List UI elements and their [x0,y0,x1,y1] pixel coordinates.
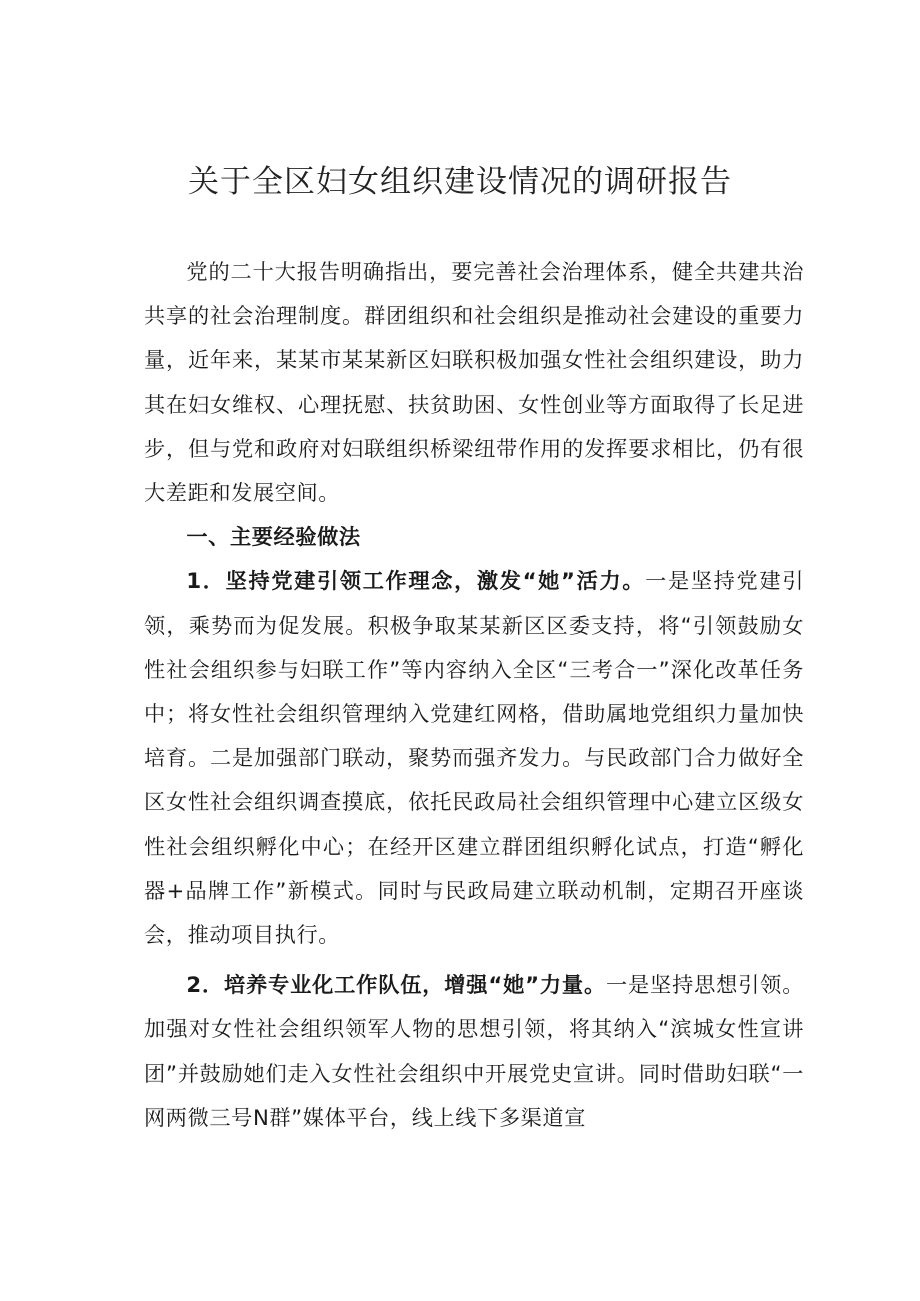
section-heading-main-experience: 一、主要经验做法 [186,524,361,550]
item-1-text: 一是坚持党建引领，乘势而为促发展。积极争取某某新区区委支持，将“引领鼓励女性社会组织参与妇联工作”等内容纳入全区“三考合一”深化改革任务中；将女性社会组织管理纳入党建红网格，借助属地党组织力量加快培育。二是加强部门联动，聚势而强齐发力。与民政部门合力做好全区女性社会组织调查摸底，依托民政局社会组织管理中心建立区级女性社会组织孵化中心；在经开区建立群团组织孵化试点，打造“孵化器+品牌工作”新模式。同时与民政局建立联动机制，定期召开座谈会，推动项目执行。 [144,568,804,948]
document-title: 关于全区妇女组织建设情况的调研报告 [188,164,732,200]
item-2-lead: 2．培养专业化工作队伍，增强“她”力量。 [186,972,606,998]
intro-paragraph: 党的二十大报告明确指出，要完善社会治理体系，健全共建共治共享的社会治理制度。群团组织和社会组织是推动社会建设的重要力量，近年来，某某市某某新区妇联积极加强女性社会组织建设，助力其在妇女维权、心理抚慰、扶贫助困、女性创业等方面取得了长足进步，但与党和政府对妇联组织桥梁纽带作用的发挥要求相比，仍有很大差距和发展空间。 [144,259,804,506]
item-1-paragraph [144,559,804,957]
item-2-paragraph [144,963,804,1140]
document-body [144,250,804,1140]
item-1-lead: 1．坚持党建引领工作理念，激发“她”活力。 [186,568,646,594]
item-2-text: 一是坚持思想引领。加强对女性社会组织领军人物的思想引领，将其纳入“滨城女性宣讲团”并鼓励她们走入女性社会组织中开展党史宣讲。同时借助妇联“一网两微三号N群”媒体平台，线上线下多渠道宣 [144,972,804,1130]
